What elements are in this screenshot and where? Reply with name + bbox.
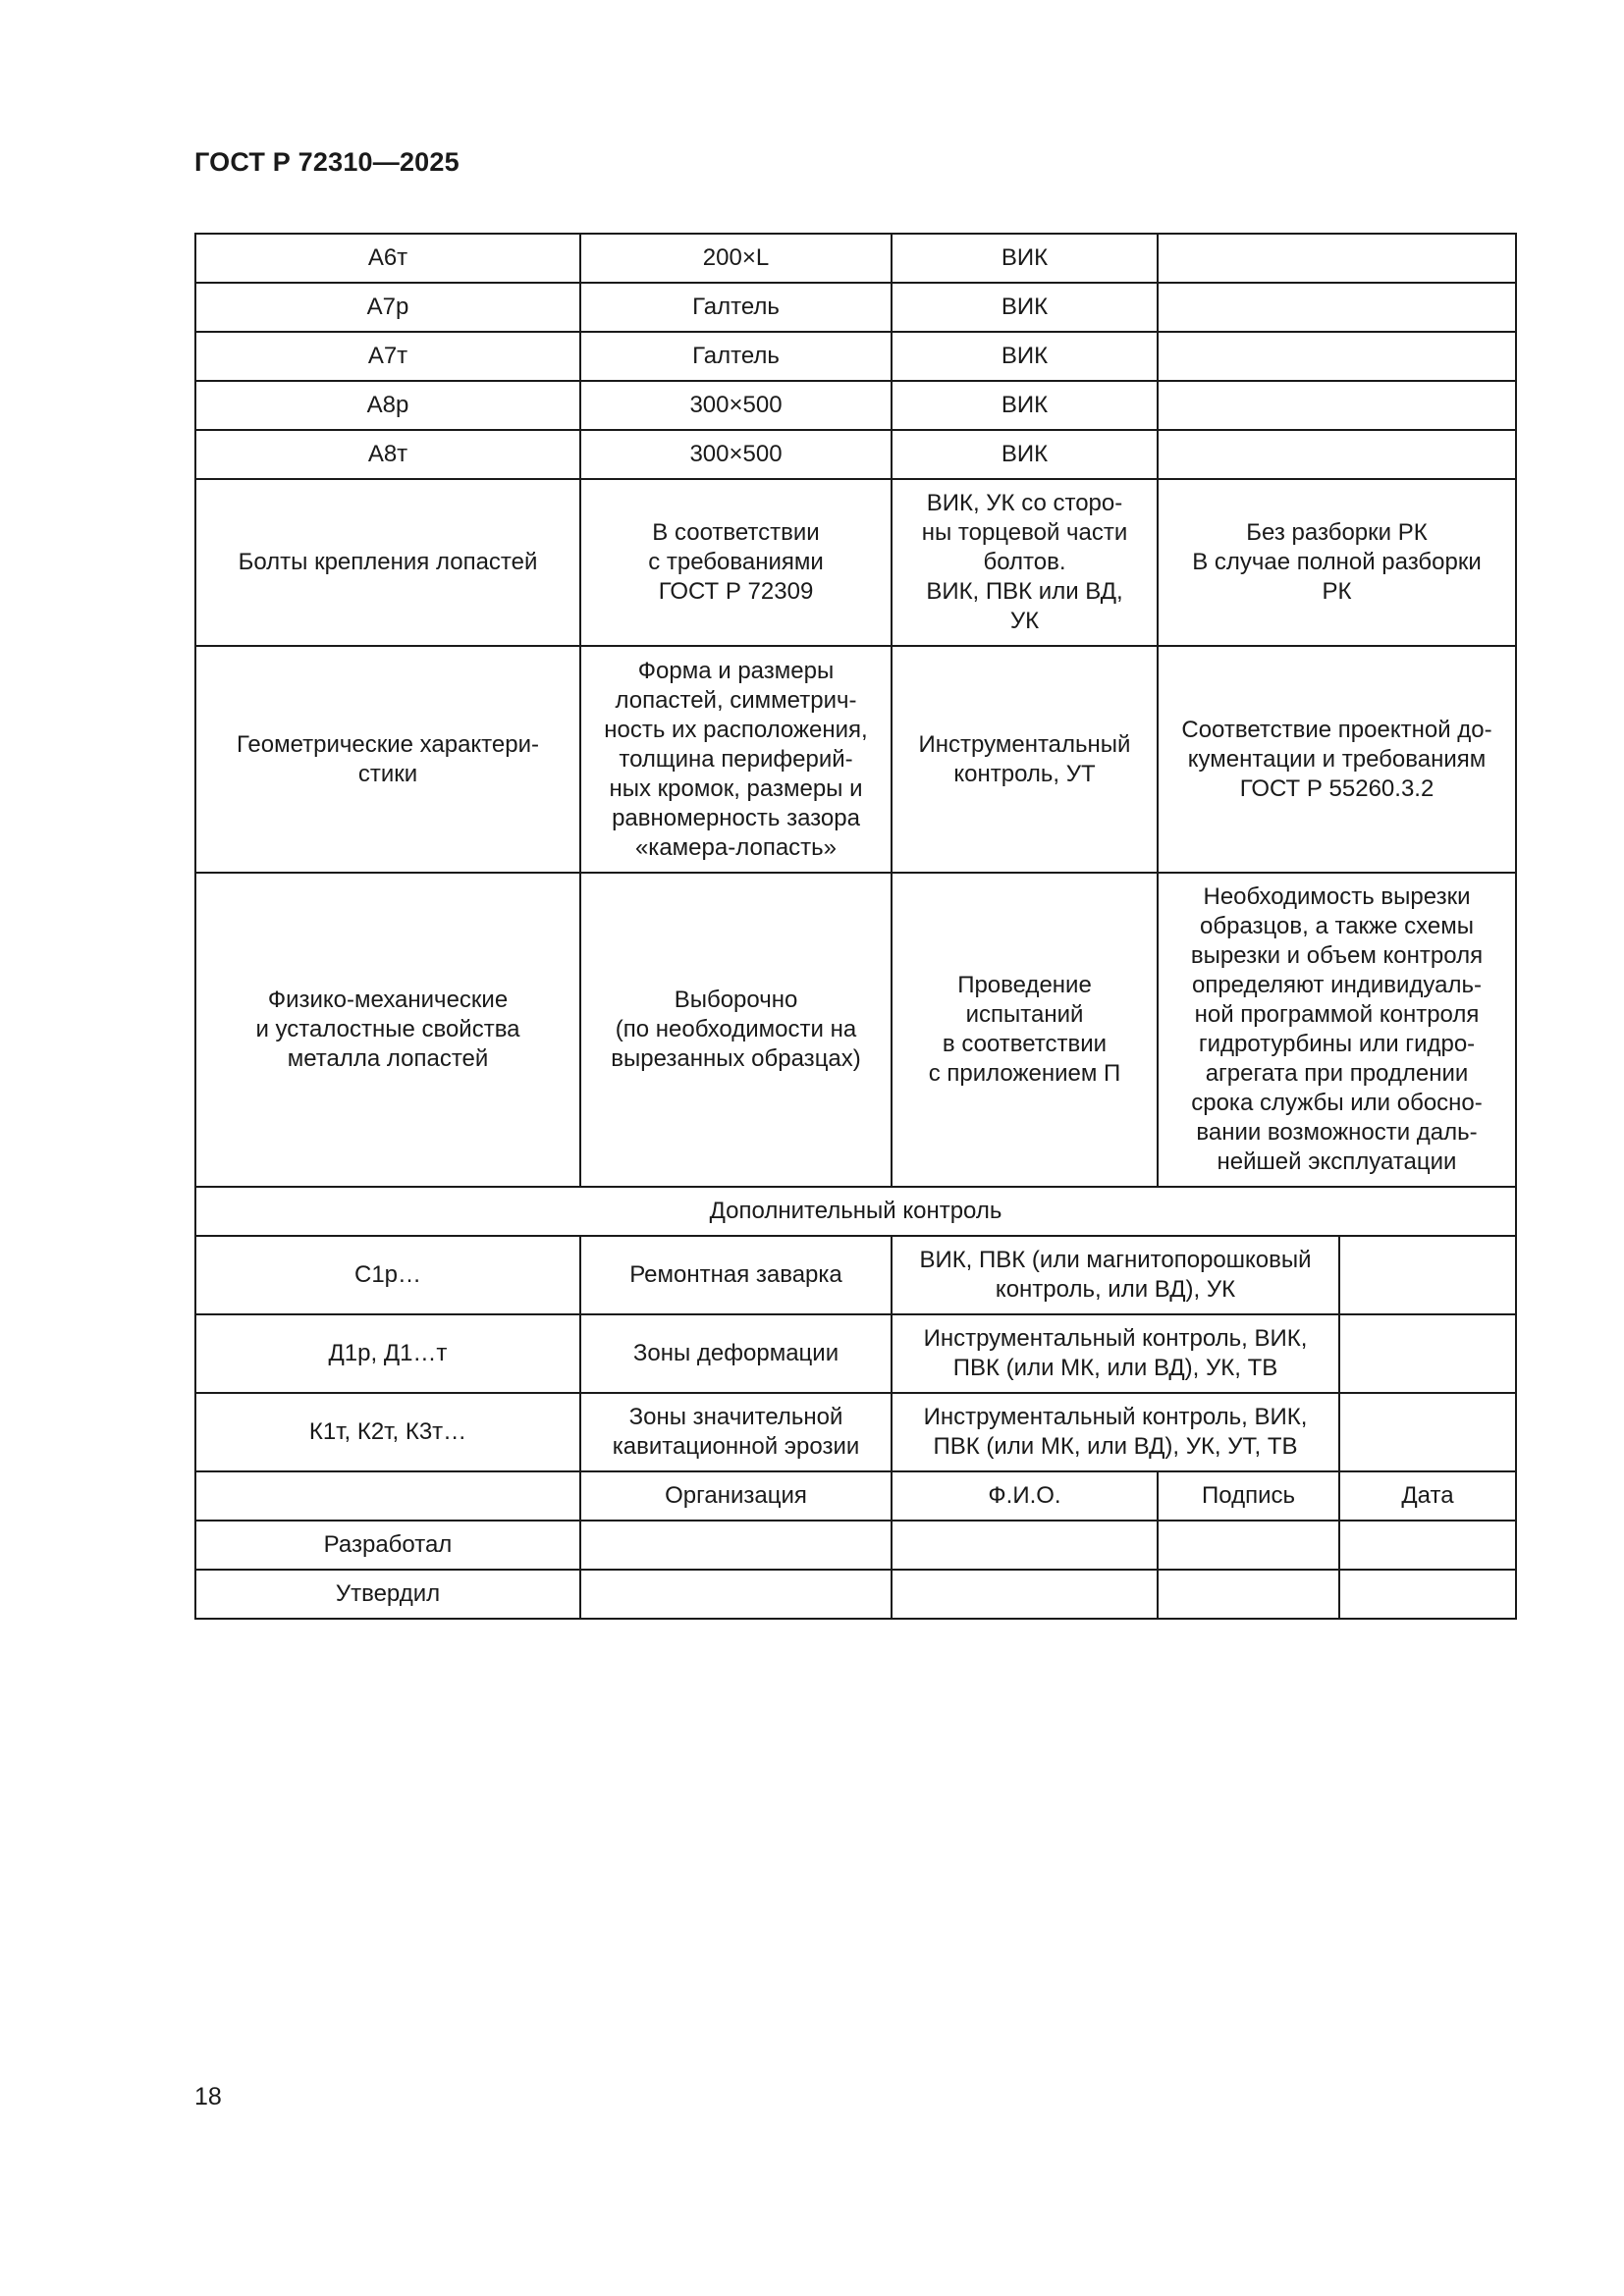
signature-field [1339, 1521, 1516, 1570]
method-cell: Проведение испытаний в соответствии с приложением П [892, 873, 1158, 1187]
method-cell: ВИК [892, 332, 1158, 381]
table-row [195, 283, 1516, 332]
element-cell: К1т, К2т, К3т… [195, 1393, 580, 1471]
zone-cell: Ремонтная заварка [580, 1236, 892, 1314]
zone-cell: Выборочно (по необходимости на вырезанных образцах) [580, 873, 892, 1187]
zone-cell: Зоны значительной кавитационной эрозии [580, 1393, 892, 1471]
document-header: ГОСТ Р 72310—2025 [194, 147, 460, 177]
signature-row [195, 1570, 1516, 1619]
zone-cell: Зоны деформации [580, 1314, 892, 1393]
element-cell: Геометрические характери- стики [195, 646, 580, 873]
method-cell: ВИК [892, 381, 1158, 430]
table-row [195, 1393, 1516, 1471]
table-row [195, 646, 1516, 873]
signature-field [580, 1570, 892, 1619]
note-cell [1158, 381, 1516, 430]
zone-cell: 300×500 [580, 430, 892, 479]
method-cell: ВИК, ПВК (или магнитопорошковый контроль, или ВД), УК [892, 1236, 1339, 1314]
note-cell: Необходимость вырезки образцов, а также схемы вырезки и объем контроля определяют индивидуаль- ной программой контроля гидротурбины или гидро- агрегата при продлении срока службы или обосно- вании возможности даль- нейшей эксплуатации [1158, 873, 1516, 1187]
element-cell: Д1р, Д1…т [195, 1314, 580, 1393]
note-cell [1158, 430, 1516, 479]
method-cell: ВИК, УК со сторо- ны торцевой части болтов. ВИК, ПВК или ВД, УК [892, 479, 1158, 646]
note-cell: Без разборки РК В случае полной разборки РК [1158, 479, 1516, 646]
method-cell: ВИК [892, 430, 1158, 479]
zone-cell: 300×500 [580, 381, 892, 430]
note-cell [1339, 1236, 1516, 1314]
zone-cell: Галтель [580, 332, 892, 381]
signature-header-cell [195, 1471, 580, 1521]
note-cell [1158, 332, 1516, 381]
table-row [195, 381, 1516, 430]
note-cell [1339, 1314, 1516, 1393]
signature-field [1339, 1570, 1516, 1619]
method-cell: Инструментальный контроль, ВИК, ПВК (или МК, или ВД), УК, ТВ [892, 1314, 1339, 1393]
element-cell: А8т [195, 430, 580, 479]
element-cell: Физико-механические и усталостные свойства металла лопастей [195, 873, 580, 1187]
table-row [195, 332, 1516, 381]
signature-role: Утвердил [195, 1570, 580, 1619]
method-cell: Инструментальный контроль, ВИК, ПВК (или МК, или ВД), УК, УТ, ТВ [892, 1393, 1339, 1471]
zone-cell: 200×L [580, 234, 892, 283]
signature-role: Разработал [195, 1521, 580, 1570]
method-cell: ВИК [892, 283, 1158, 332]
element-cell: А7р [195, 283, 580, 332]
page-number: 18 [194, 2083, 222, 2110]
zone-cell: Галтель [580, 283, 892, 332]
signature-header-cell: Дата [1339, 1471, 1516, 1521]
element-cell: Болты крепления лопастей [195, 479, 580, 646]
note-cell: Соответствие проектной до- кументации и требованиям ГОСТ Р 55260.3.2 [1158, 646, 1516, 873]
table-row [195, 430, 1516, 479]
element-cell: А6т [195, 234, 580, 283]
note-cell [1339, 1393, 1516, 1471]
signature-header-cell: Ф.И.О. [892, 1471, 1158, 1521]
signature-field [580, 1521, 892, 1570]
element-cell: С1р… [195, 1236, 580, 1314]
table-row [195, 873, 1516, 1187]
section-title: Дополнительный контроль [195, 1187, 1516, 1236]
control-table [194, 233, 1517, 1620]
signature-row [195, 1521, 1516, 1570]
signature-header-row [195, 1471, 1516, 1521]
signature-field [1158, 1521, 1339, 1570]
zone-cell: Форма и размеры лопастей, симметрич- ность их расположения, толщина периферий- ных кромок, размеры и равномерность зазора «камера-лопасть» [580, 646, 892, 873]
section-row [195, 1187, 1516, 1236]
method-cell: Инструментальный контроль, УТ [892, 646, 1158, 873]
note-cell [1158, 283, 1516, 332]
note-cell [1158, 234, 1516, 283]
signature-header-cell: Подпись [1158, 1471, 1339, 1521]
table-row [195, 1314, 1516, 1393]
signature-field [1158, 1570, 1339, 1619]
signature-header-cell: Организация [580, 1471, 892, 1521]
zone-cell: В соответствии с требованиями ГОСТ Р 72309 [580, 479, 892, 646]
signature-field [892, 1570, 1158, 1619]
element-cell: А7т [195, 332, 580, 381]
element-cell: А8р [195, 381, 580, 430]
table-row [195, 479, 1516, 646]
signature-field [892, 1521, 1158, 1570]
method-cell: ВИК [892, 234, 1158, 283]
table-row [195, 1236, 1516, 1314]
table-row [195, 234, 1516, 283]
